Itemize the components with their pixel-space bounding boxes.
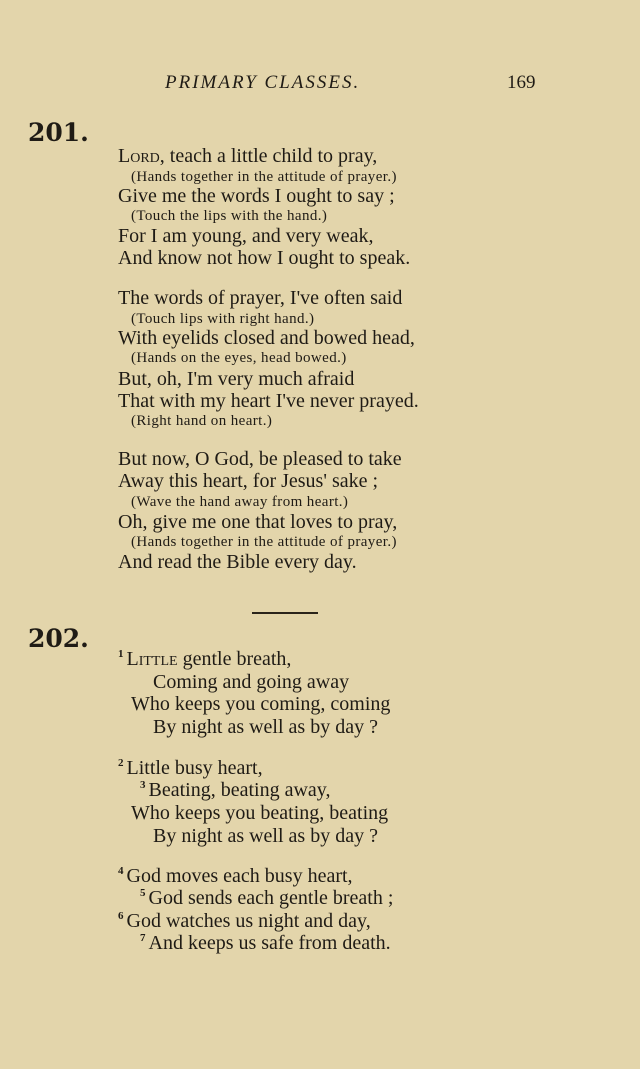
drop-word: Little	[126, 648, 178, 670]
stage-direction: (Touch lips with right hand.)	[131, 311, 315, 327]
line-number: 1	[118, 648, 124, 661]
verse-line: But, oh, I'm very much afraid	[118, 368, 355, 390]
verse-text: gentle breath,	[177, 648, 292, 670]
hymn-number-202: 202.	[28, 624, 89, 653]
verse-line	[118, 757, 263, 780]
stage-direction: (Hands together in the attitude of prayer.)	[131, 169, 397, 185]
verse-text: Beating, beating away,	[148, 779, 331, 801]
verse-line: But now, O God, be pleased to take	[118, 448, 402, 470]
line-number: 7	[140, 932, 146, 945]
line-number: 3	[140, 779, 146, 792]
verse-line	[118, 865, 353, 888]
verse-line: Away this heart, for Jesus' sake ;	[118, 470, 379, 492]
verse-line: And know not how I ought to speak.	[118, 247, 411, 269]
verse-text: God watches us night and day,	[126, 910, 371, 932]
stage-direction: (Wave the hand away from heart.)	[131, 494, 349, 510]
page-number: 169	[507, 72, 536, 93]
line-number: 6	[118, 910, 124, 923]
verse-line: By night as well as by day ?	[153, 716, 378, 738]
verse-line	[118, 910, 371, 933]
line-number: 5	[140, 887, 146, 900]
verse-line: And read the Bible every day.	[118, 551, 357, 573]
verse-line	[118, 145, 377, 168]
verse-line: By night as well as by day ?	[153, 825, 378, 847]
verse-line: Give me the words I ought to say ;	[118, 185, 395, 207]
drop-word: Lord	[118, 145, 160, 167]
line-number: 2	[118, 757, 124, 770]
verse-line	[118, 648, 291, 671]
verse-line: For I am young, and very weak,	[118, 225, 374, 247]
running-header: PRIMARY CLASSES.	[165, 72, 361, 93]
verse-line	[140, 887, 393, 910]
verse-line: Who keeps you coming, coming	[131, 693, 391, 715]
verse-line	[140, 779, 330, 802]
verse-line	[140, 932, 391, 955]
hymn-number-201: 201.	[28, 118, 89, 147]
stage-direction: (Touch the lips with the hand.)	[131, 208, 328, 224]
stage-direction: (Hands on the eyes, head bowed.)	[131, 350, 347, 366]
verse-text: God moves each busy heart,	[126, 865, 353, 887]
verse-line: Who keeps you beating, beating	[131, 802, 389, 824]
verse-text: Little busy heart,	[126, 757, 263, 779]
verse-text: God sends each gentle breath ;	[148, 887, 394, 909]
stage-direction: (Hands together in the attitude of prayer.)	[131, 534, 397, 550]
line-number: 4	[118, 865, 124, 878]
verse-line: Coming and going away	[153, 671, 350, 693]
verse-line: Oh, give me one that loves to pray,	[118, 511, 398, 533]
verse-line: That with my heart I've never prayed.	[118, 390, 419, 412]
stage-direction: (Right hand on heart.)	[131, 413, 273, 429]
verse-text: And keeps us safe from death.	[148, 932, 391, 954]
section-divider	[252, 612, 318, 614]
verse-line: The words of prayer, I've often said	[118, 287, 403, 309]
verse-line: With eyelids closed and bowed head,	[118, 327, 415, 349]
verse-text: , teach a little child to pray,	[159, 145, 378, 167]
